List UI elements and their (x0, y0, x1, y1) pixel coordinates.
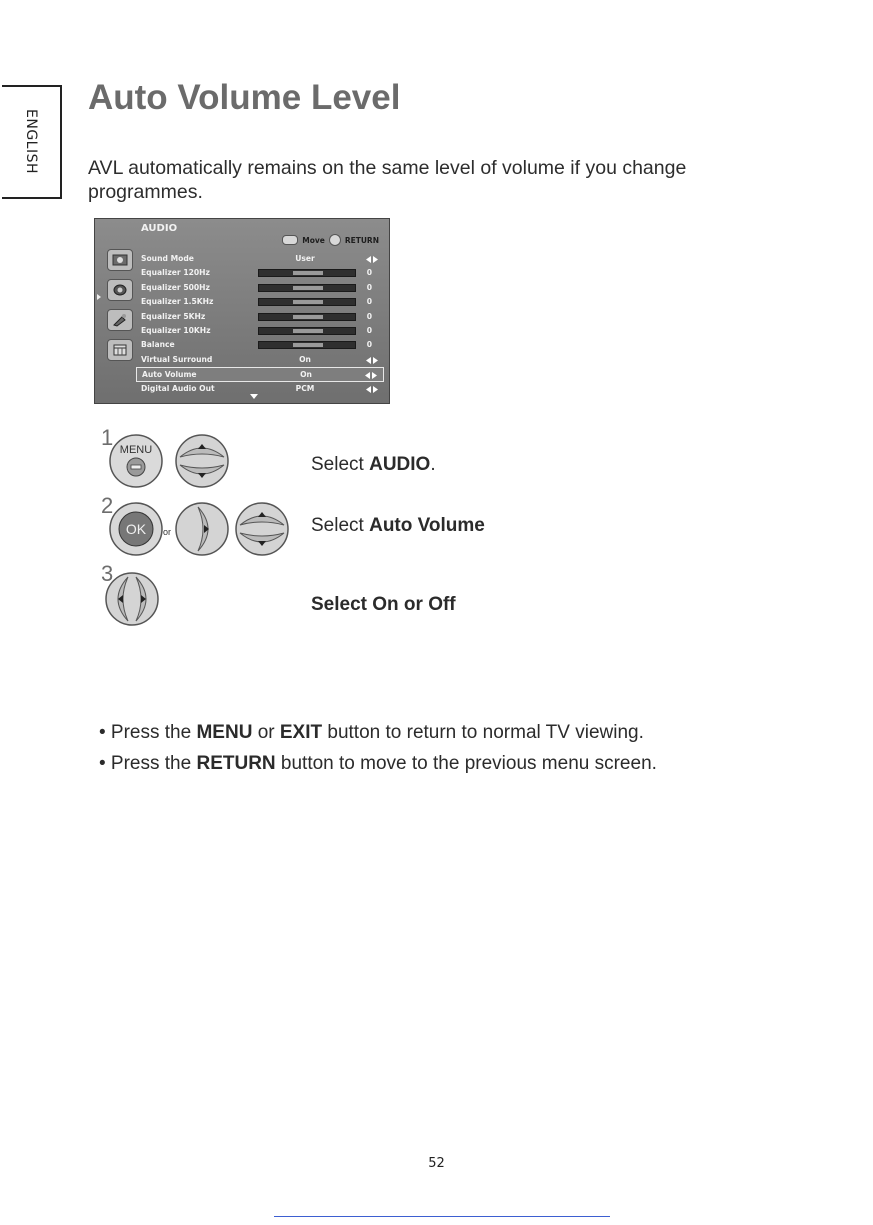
step-1-prefix: Select (311, 454, 370, 475)
osd-title: AUDIO (141, 223, 178, 234)
osd-row-eq-5khz (136, 310, 384, 324)
step-2-number: 2 (101, 493, 114, 518)
page-number: 52 (428, 1156, 445, 1171)
osd-row-balance (136, 338, 384, 352)
left-right-arrows-icon (365, 372, 377, 379)
step-2-bold: Auto Volume (369, 515, 485, 536)
osd-row-label: Auto Volume (142, 370, 197, 380)
language-tab-label: ENGLISH (23, 109, 39, 175)
osd-row-eq-120hz (136, 266, 384, 280)
menu-button-icon (108, 433, 164, 489)
audio-category-icon (107, 279, 133, 301)
osd-row-virtual-surround (136, 353, 384, 367)
level-bar (258, 341, 356, 349)
or-label: or (163, 527, 172, 537)
step-2-prefix: Select (311, 515, 370, 536)
note-bold: RETURN (196, 753, 276, 774)
scroll-down-icon (250, 394, 258, 399)
level-bar (258, 269, 356, 277)
osd-row-auto-volume (136, 367, 384, 381)
right-button-icon (174, 501, 230, 557)
setup-category-icon (107, 309, 133, 331)
step-1-bold: AUDIO (369, 454, 431, 475)
note-text: button to move to the previous menu screen. (275, 753, 657, 774)
osd-rows (136, 252, 384, 396)
ok-button-label: OK (125, 521, 147, 537)
osd-row-label: Balance (141, 340, 175, 350)
osd-row-eq-1-5khz (136, 295, 384, 309)
footer-rule (274, 1216, 610, 1217)
step-1-text (311, 454, 436, 476)
osd-pointer-icon (97, 294, 101, 300)
step-3-number: 3 (101, 561, 114, 586)
note-text: • Press the (99, 753, 197, 774)
osd-row-eq-500hz (136, 281, 384, 295)
osd-row-level: 0 (366, 311, 372, 321)
osd-row-level: 0 (366, 282, 372, 292)
language-tab (2, 85, 62, 199)
page-title: Auto Volume Level (88, 78, 401, 117)
audio-menu-screenshot (94, 218, 390, 404)
osd-category-icons (103, 249, 135, 369)
osd-row-label: Equalizer 120Hz (141, 268, 210, 278)
osd-row-value: PCM (295, 383, 315, 393)
picture-category-icon (107, 249, 133, 271)
osd-row-value: On (299, 354, 311, 364)
osd-row-label: Digital Audio Out (141, 383, 215, 393)
osd-row-label: Equalizer 1.5KHz (141, 297, 214, 307)
ok-button-icon (108, 501, 164, 557)
osd-row-value: User (295, 254, 315, 263)
osd-row-sound-mode (136, 252, 384, 266)
osd-row-label: Virtual Surround (141, 354, 213, 364)
note-bold: MENU (196, 722, 253, 743)
notes (99, 717, 657, 779)
note-text: • Press the (99, 722, 197, 743)
osd-row-level: 0 (366, 340, 372, 350)
osd-hints (282, 234, 379, 246)
up-down-button-icon (234, 501, 290, 557)
step-2-text (311, 515, 485, 537)
step-3-bold: Select On or Off (311, 594, 456, 615)
osd-row-level: 0 (366, 297, 372, 307)
step-1-number: 1 (101, 425, 114, 450)
left-right-button-icon (104, 571, 160, 627)
note-return (99, 748, 657, 779)
note-text: button to return to normal TV viewing. (322, 722, 644, 743)
level-bar (258, 284, 356, 292)
level-bar (258, 327, 356, 335)
move-hint-label: Move (302, 235, 325, 245)
step-1-suffix: . (430, 454, 436, 475)
level-bar (258, 298, 356, 306)
osd-row-label: Equalizer 5KHz (141, 311, 206, 321)
time-category-icon (107, 339, 133, 361)
up-down-button-icon (174, 433, 230, 489)
osd-row-label: Sound Mode (141, 254, 194, 263)
step-3-text (311, 594, 456, 616)
osd-row-digital-audio-out (136, 382, 384, 396)
left-right-arrows-icon (366, 386, 378, 393)
left-right-arrows-icon (366, 256, 378, 263)
return-hint-label: RETURN (344, 235, 379, 245)
osd-row-eq-10khz (136, 324, 384, 338)
osd-row-label: Equalizer 500Hz (141, 282, 210, 292)
return-hint-icon (329, 234, 341, 246)
osd-row-value: On (300, 370, 312, 380)
osd-row-level: 0 (366, 268, 372, 278)
note-text: or (252, 722, 280, 743)
osd-row-label: Equalizer 10KHz (141, 325, 211, 335)
note-bold: EXIT (279, 722, 323, 743)
intro-paragraph: AVL automatically remains on the same level of volume if you change programmes. (88, 157, 687, 203)
osd-row-level: 0 (366, 325, 372, 335)
move-hint-icon (282, 235, 298, 245)
note-menu-exit (99, 717, 657, 748)
left-right-arrows-icon (366, 357, 378, 364)
level-bar (258, 313, 356, 321)
menu-button-label: MENU (119, 444, 153, 456)
